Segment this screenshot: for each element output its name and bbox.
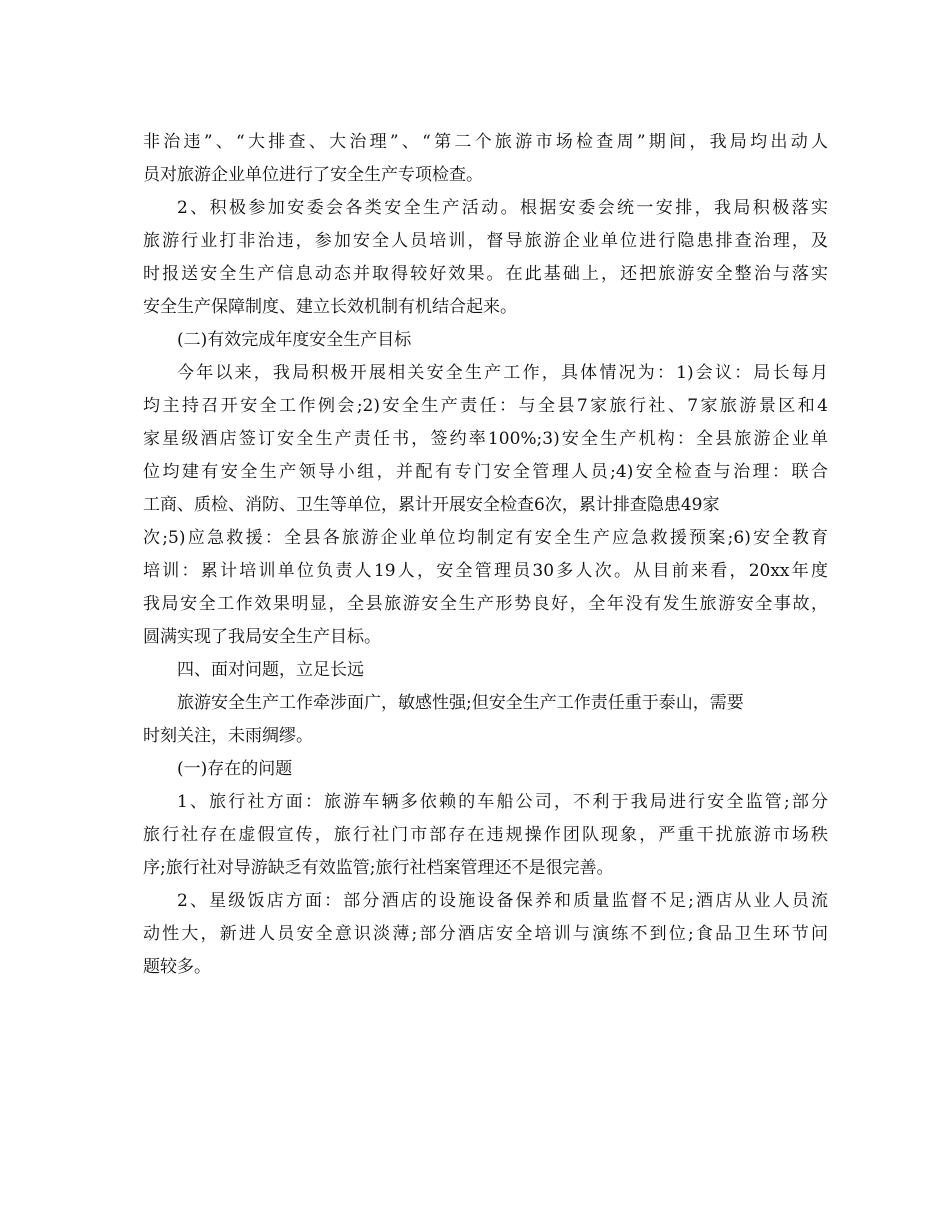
section-heading: (一)存在的问题	[177, 759, 293, 779]
text-line: 题较多。	[143, 957, 211, 977]
text-line: 动性大，新进人员安全意识淡薄;部分酒店安全培训与演练不到位;食品卫生环节问	[143, 924, 828, 944]
text-line: 员对旅游企业单位进行了安全生产专项检查。	[143, 165, 483, 185]
text-line: 非治违”、“大排查、大治理”、“第二个旅游市场检查周”期间，我局均出动人	[143, 132, 828, 152]
text-line: 序;旅行社对导游缺乏有效监管;旅行社档案管理还不是很完善。	[143, 858, 614, 878]
paragraph-first-line: 2、积极参加安委会各类安全生产活动。根据安委会统一安排，我局积极落实	[177, 198, 828, 218]
text-line: 次;5)应急救援：全县各旅游企业单位均制定有安全生产应急救援预案;6)安全教育	[143, 528, 828, 548]
text-line: 圆满实现了我局安全生产目标。	[143, 627, 381, 647]
text-line: 位均建有安全生产领导小组，并配有专门安全管理人员;4)安全检查与治理：联合	[143, 462, 828, 482]
text-line: 工商、质检、消防、卫生等单位，累计开展安全检查6次，累计排查隐患49家	[143, 495, 720, 515]
text-line: 培训：累计培训单位负责人19人，安全管理员30多人次。从目前来看，20xx年度	[143, 561, 828, 581]
paragraph-first-line: 今年以来，我局积极开展相关安全生产工作，具体情况为：1)会议：局长每月	[177, 363, 828, 383]
text-line: 时刻关注，未雨绸缪。	[143, 726, 313, 746]
section-heading: 四、面对问题，立足长远	[177, 660, 364, 680]
text-line: 均主持召开安全工作例会;2)安全生产责任：与全县7家旅行社、7家旅游景区和4	[143, 396, 828, 416]
text-line: 旅行社存在虚假宣传，旅行社门市部存在违规操作团队现象，严重干扰旅游市场秩	[143, 825, 828, 845]
text-line: 我局安全工作效果明显，全县旅游安全生产形势良好，全年没有发生旅游安全事故，	[143, 594, 828, 614]
paragraph-first-line: 2、星级饭店方面：部分酒店的设施设备保养和质量监督不足;酒店从业人员流	[177, 891, 828, 911]
text-line: 时报送安全生产信息动态并取得较好效果。在此基础上，还把旅游安全整治与落实	[143, 264, 828, 284]
text-line: 安全生产保障制度、建立长效机制有机结合起来。	[143, 297, 517, 317]
text-line: 家星级酒店签订安全生产责任书，签约率100%;3)安全生产机构：全县旅游企业单	[143, 429, 828, 449]
section-heading: (二)有效完成年度安全生产目标	[177, 330, 412, 350]
paragraph-first-line: 旅游安全生产工作牵涉面广，敏感性强;但安全生产工作责任重于泰山，需要	[177, 693, 744, 713]
body-text	[143, 126, 828, 984]
paragraph-first-line: 1、旅行社方面：旅游车辆多依赖的车船公司，不利于我局进行安全监管;部分	[177, 792, 828, 812]
text-line: 旅游行业打非治违，参加安全人员培训，督导旅游企业单位进行隐患排查治理，及	[143, 231, 828, 251]
